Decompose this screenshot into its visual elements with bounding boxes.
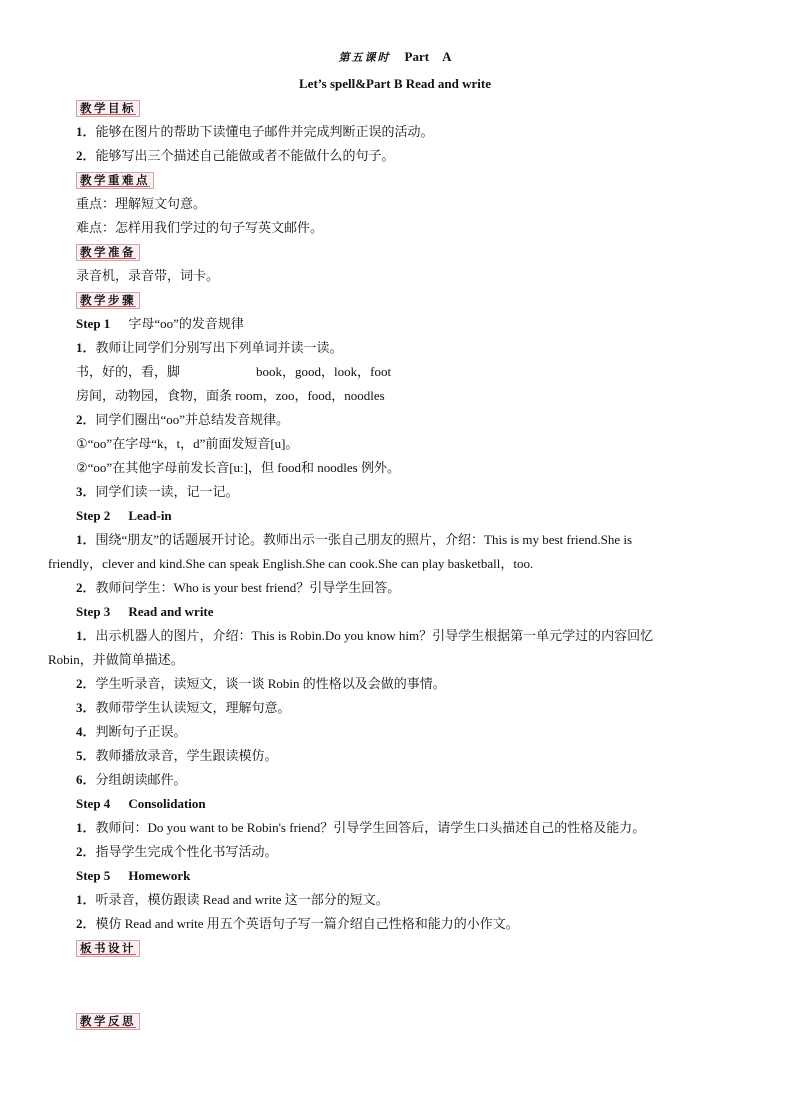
prep-text: 录音机，录音带，词卡。 <box>76 268 220 283</box>
step1-item: 1．教师让同学们分别写出下列单词并读一读。 <box>76 340 343 355</box>
step3-item: 4．判断句子正误。 <box>76 724 187 739</box>
step3-heading: Step 3 Read and write <box>76 604 214 619</box>
step5-item: 2．模仿 Read and write 用五个英语句子写一篇介绍自己性格和能力的小作文。 <box>76 916 519 931</box>
step1-heading: Step 1 字母“oo”的发音规律 <box>76 316 244 331</box>
step3-item: 6．分组朗读邮件。 <box>76 772 187 787</box>
step2-item: 2．教师问学生：Who is your best friend？引导学生回答。 <box>76 580 401 595</box>
step2-item: 1．围绕“朋友”的话题展开讨论。教师出示一张自己朋友的照片，介绍：This is my best friend.She is <box>76 532 633 547</box>
section-tag-goals: 教学目标 <box>76 100 140 117</box>
step1-item: 3．同学们读一读，记一记。 <box>76 484 239 499</box>
step5-heading: Step 5 Homework <box>76 868 191 883</box>
lesson-part: Part A <box>404 49 452 64</box>
step2-item-cont: friendly，clever and kind.She can speak English.She can cook.She can play basketball，too. <box>48 556 534 571</box>
section-tag-keypoints: 教学重难点 <box>76 172 154 189</box>
step1-words-row2: 房间，动物园，食物，面条 room，zoo，food，noodles <box>76 388 385 403</box>
keypoint-item: 重点：理解短文句意。 <box>76 196 207 211</box>
lesson-number: 第五课时 <box>338 52 391 64</box>
section-tag-steps: 教学步骤 <box>76 292 140 309</box>
section-tag-prep: 教学准备 <box>76 244 140 261</box>
keypoint-item: 难点：怎样用我们学过的句子写英文邮件。 <box>76 220 324 235</box>
step1-words-row1: 书，好的，看，脚 book，good，look，foot <box>76 364 392 379</box>
lesson-subtitle: Let’s spell&Part B Read and write <box>299 76 491 91</box>
step3-item: 3．教师带学生认读短文，理解句意。 <box>76 700 291 715</box>
step3-item: 2．学生听录音，读短文，谈一谈 Robin 的性格以及会做的事情。 <box>76 676 446 691</box>
step1-item: 2．同学们圈出“oo”并总结发音规律。 <box>76 412 290 427</box>
goal-item: 2．能够写出三个描述自己能做或者不能做什么的句子。 <box>76 148 395 163</box>
step1-rule: ①“oo”在字母“k，t，d”前面发短音[u]。 <box>76 436 299 451</box>
step1-rule: ②“oo”在其他字母前发长音[uː]，但 food和 noodles 例外。 <box>76 460 400 475</box>
goal-item: 1．能够在图片的帮助下读懂电子邮件并完成判断正误的活动。 <box>76 124 434 139</box>
step5-item: 1．听录音，模仿跟读 Read and write 这一部分的短文。 <box>76 892 389 907</box>
step3-item-cont: Robin，并做简单描述。 <box>48 652 184 667</box>
section-tag-board: 板书设计 <box>76 940 140 957</box>
section-tag-reflection: 教学反思 <box>76 1013 140 1030</box>
step2-heading: Step 2 Lead-in <box>76 508 172 523</box>
step4-item: 2．指导学生完成个性化书写活动。 <box>76 844 278 859</box>
step4-heading: Step 4 Consolidation <box>76 796 206 811</box>
lesson-title <box>0 48 790 67</box>
step3-item: 1．出示机器人的图片，介绍：This is Robin.Do you know him？引导学生根据第一单元学过的内容回忆 <box>76 628 654 643</box>
step4-item: 1．教师问：Do you want to be Robin's friend？引导学生回答后，请学生口头描述自己的性格及能力。 <box>76 820 646 835</box>
step3-item: 5．教师播放录音，学生跟读模仿。 <box>76 748 278 763</box>
